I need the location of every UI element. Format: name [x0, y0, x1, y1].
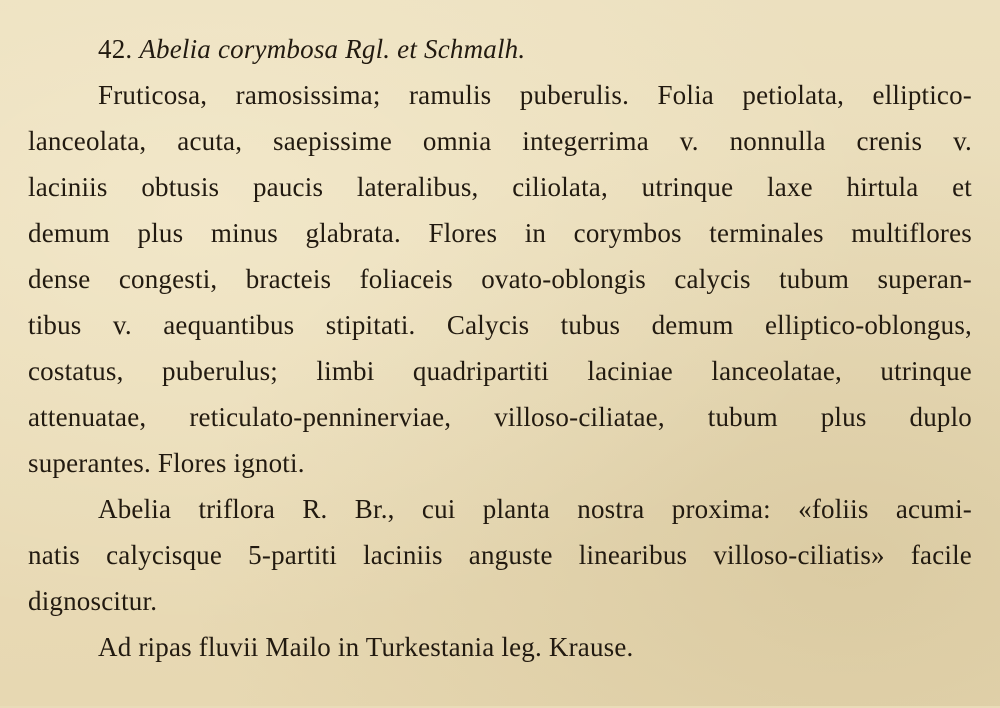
- text-line: lanceolata, acuta, saepissime omnia integerrima v. nonnulla crenis v.: [28, 126, 972, 156]
- text-line: laciniis obtusis paucis lateralibus, ciliolata, utrinque laxe hirtula et: [28, 172, 972, 202]
- text-line: attenuatae, reticulato-penninerviae, villoso-ciliatae, tubum plus duplo: [28, 402, 972, 432]
- text-line: dense congesti, bracteis foliaceis ovato-oblongis calycis tubum superan-: [28, 264, 972, 294]
- text-line: costatus, puberulus; limbi quadripartiti laciniae lanceolatae, utrinque: [28, 356, 972, 386]
- text-line: superantes. Flores ignoti.: [28, 448, 305, 478]
- species-title: Abelia corymbosa Rgl. et Schmalh.: [139, 34, 526, 64]
- text-line: demum plus minus glabrata. Flores in corymbos terminales multiflores: [28, 218, 972, 248]
- text-line: Ad ripas fluvii Mailo in Turkestania leg. Krause.: [98, 632, 634, 662]
- text-line: natis calycisque 5-partiti laciniis anguste linearibus villoso-ciliatis» facile: [28, 540, 972, 570]
- text-line: tibus v. aequantibus stipitati. Calycis tubus demum elliptico-oblongus,: [28, 310, 972, 340]
- comparison-paragraph: [28, 486, 972, 624]
- locality-paragraph: [28, 624, 972, 670]
- document-body: [28, 26, 972, 670]
- entry-heading: [28, 26, 972, 72]
- description-paragraph: [28, 72, 972, 486]
- entry-number: 42.: [98, 34, 133, 64]
- text-line: dignoscitur.: [28, 586, 158, 616]
- text-line: Fruticosa, ramosissima; ramulis puberulis. Folia petiolata, elliptico-: [98, 80, 972, 110]
- text-line: Abelia triflora R. Br., cui planta nostra proxima: «foliis acumi-: [98, 494, 972, 524]
